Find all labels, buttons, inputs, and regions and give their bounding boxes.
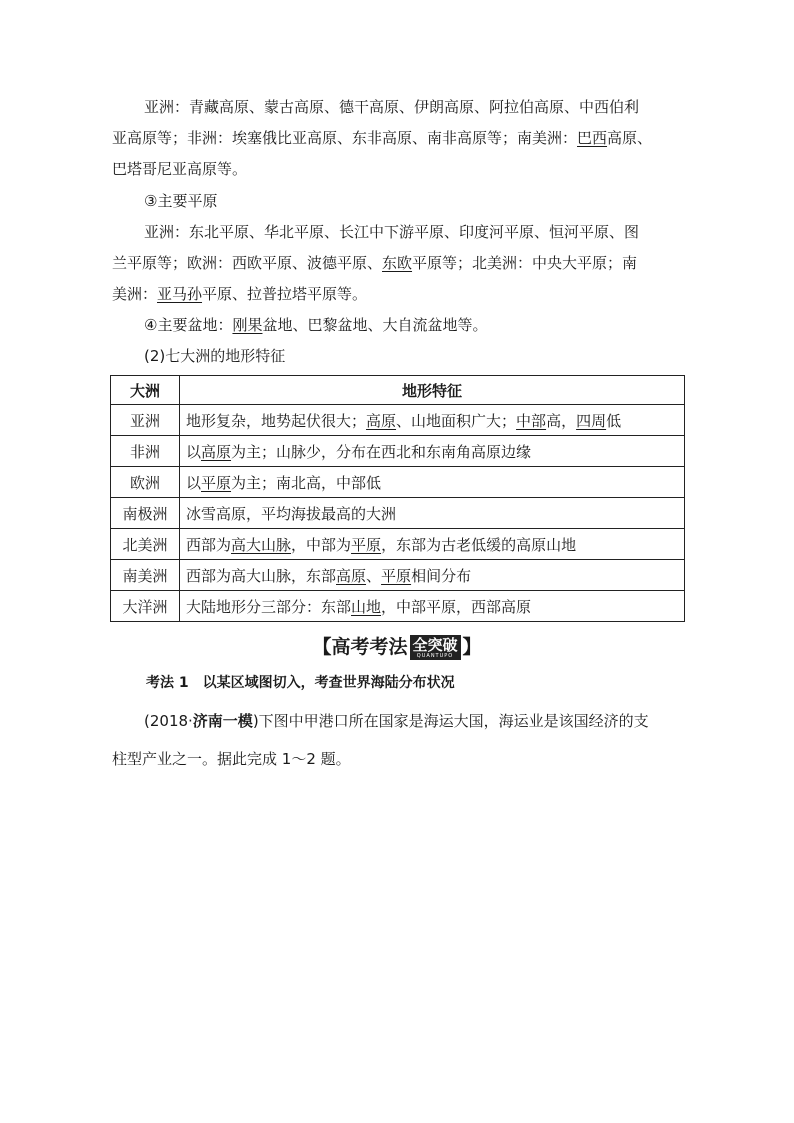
paragraph-basins bbox=[112, 310, 684, 372]
text-line: 亚洲：青藏高原、蒙古高原、德干高原、伊朗高原、阿拉伯高原、中西伯利 bbox=[144, 98, 640, 116]
text-run: 西部为 bbox=[186, 535, 232, 554]
banner-badge bbox=[410, 635, 461, 660]
underlined-term: 东欧 bbox=[382, 254, 413, 272]
table-caption: (2)七大洲的地形特征 bbox=[144, 347, 286, 365]
text-run: 西部为高大山脉，东部 bbox=[186, 566, 337, 585]
banner-bracket-right: 】 bbox=[462, 636, 482, 658]
text-run: 高原、 bbox=[607, 129, 653, 147]
question-stem bbox=[112, 702, 684, 778]
table-row bbox=[111, 436, 685, 467]
continent-cell: 南极洲 bbox=[111, 498, 180, 529]
text-run: 美洲： bbox=[112, 285, 158, 303]
underlined-term: 平原 bbox=[201, 473, 232, 492]
text-run: 平原、拉普拉塔平原等。 bbox=[202, 285, 368, 303]
text-run: 以 bbox=[186, 473, 202, 492]
underlined-term: 高原 bbox=[336, 566, 367, 585]
badge-text: 全突破 bbox=[412, 636, 458, 654]
terrain-feature-cell bbox=[180, 529, 685, 560]
continent-terrain-table bbox=[110, 375, 685, 622]
text-run: 、山地面积广大； bbox=[396, 411, 517, 430]
underlined-term: 中部 bbox=[516, 411, 547, 430]
text-line: 柱型产业之一。据此完成 1～2 题。 bbox=[112, 750, 351, 768]
text-run: 冰雪高原，平均海拔最高的大洲 bbox=[186, 504, 397, 523]
method-heading bbox=[146, 672, 455, 692]
underlined-term: 高原 bbox=[366, 411, 397, 430]
text-run: 亚高原等；非洲：埃塞俄比亚高原、东非高原、南非高原等；南美洲： bbox=[112, 129, 578, 147]
continent-cell: 欧洲 bbox=[111, 467, 180, 498]
text-run: 盆地、巴黎盆地、大自流盆地等。 bbox=[262, 316, 488, 334]
text-run: 平原等；北美洲：中央大平原；南 bbox=[412, 254, 638, 272]
underlined-term: 高大山脉 bbox=[231, 535, 292, 554]
section-banner bbox=[0, 634, 794, 660]
continent-cell: 北美洲 bbox=[111, 529, 180, 560]
text-run: 、 bbox=[366, 566, 382, 585]
text-run: ，东部为古老低缓的高原山地 bbox=[381, 535, 577, 554]
underlined-term: 刚果 bbox=[232, 316, 263, 334]
table-header-row bbox=[111, 376, 685, 405]
terrain-feature-cell bbox=[180, 560, 685, 591]
paragraph-plains bbox=[112, 186, 684, 310]
underlined-term: 平原 bbox=[351, 535, 382, 554]
column-header-terrain: 地形特征 bbox=[180, 376, 685, 405]
text-line bbox=[112, 248, 684, 279]
text-line: 巴塔哥尼亚高原等。 bbox=[112, 160, 248, 178]
text-run: 为主；南北高，中部低 bbox=[231, 473, 382, 492]
text-run: ，中部为 bbox=[291, 535, 352, 554]
text-run: 以 bbox=[186, 442, 202, 461]
text-line bbox=[112, 279, 684, 310]
text-run: (2018· bbox=[144, 712, 193, 730]
text-run: 高， bbox=[546, 411, 577, 430]
text-line bbox=[112, 123, 684, 154]
table-row bbox=[111, 498, 685, 529]
text-run: 地形复杂，地势起伏很大； bbox=[186, 411, 367, 430]
text-line: 亚洲：东北平原、华北平原、长江中下游平原、印度河平原、恒河平原、图 bbox=[144, 223, 640, 241]
underlined-term: 亚马孙 bbox=[157, 285, 203, 303]
underlined-term: 四周 bbox=[576, 411, 607, 430]
table-row bbox=[111, 529, 685, 560]
table-body bbox=[111, 405, 685, 622]
continent-cell: 非洲 bbox=[111, 436, 180, 467]
terrain-feature-cell bbox=[180, 436, 685, 467]
section-heading: ③主要平原 bbox=[144, 192, 218, 210]
paragraph-plateaus bbox=[112, 92, 684, 185]
badge-subtext: QUANTUPO bbox=[416, 653, 454, 659]
text-run: ，中部平原，西部高原 bbox=[381, 597, 532, 616]
method-label: 考法 1 bbox=[146, 675, 189, 691]
text-run: 为主；山脉少，分布在西北和东南角高原边缘 bbox=[231, 442, 532, 461]
text-line bbox=[112, 310, 684, 341]
text-run: 兰平原等；欧洲：西欧平原、波德平原、 bbox=[112, 254, 383, 272]
text-run: )下图中甲港口所在国家是海运大国，海运业是该国经济的支 bbox=[252, 712, 649, 730]
continent-cell: 亚洲 bbox=[111, 405, 180, 436]
underlined-term: 山地 bbox=[351, 597, 382, 616]
text-run: 大陆地形分三部分：东部 bbox=[186, 597, 352, 616]
table-row bbox=[111, 467, 685, 498]
table-row bbox=[111, 591, 685, 622]
terrain-feature-cell bbox=[180, 405, 685, 436]
method-text: 以某区域图切入，考查世界海陆分布状况 bbox=[202, 675, 455, 691]
table-row bbox=[111, 560, 685, 591]
text-line bbox=[112, 702, 684, 740]
table-row bbox=[111, 405, 685, 436]
column-header-continent: 大洲 bbox=[111, 376, 180, 405]
continent-cell: 南美洲 bbox=[111, 560, 180, 591]
text-run: ④主要盆地： bbox=[144, 316, 233, 334]
terrain-feature-cell bbox=[180, 467, 685, 498]
underlined-term: 平原 bbox=[381, 566, 412, 585]
continent-cell: 大洋洲 bbox=[111, 591, 180, 622]
banner-bracket-left: 【 bbox=[312, 636, 332, 658]
underlined-term: 高原 bbox=[201, 442, 232, 461]
banner-title: 高考考法 bbox=[331, 636, 408, 658]
text-run: 相间分布 bbox=[411, 566, 472, 585]
terrain-feature-cell bbox=[180, 498, 685, 529]
question-source: 济南一模 bbox=[192, 712, 253, 730]
text-run: 低 bbox=[606, 411, 622, 430]
terrain-feature-cell bbox=[180, 591, 685, 622]
underlined-term: 巴西 bbox=[577, 129, 608, 147]
